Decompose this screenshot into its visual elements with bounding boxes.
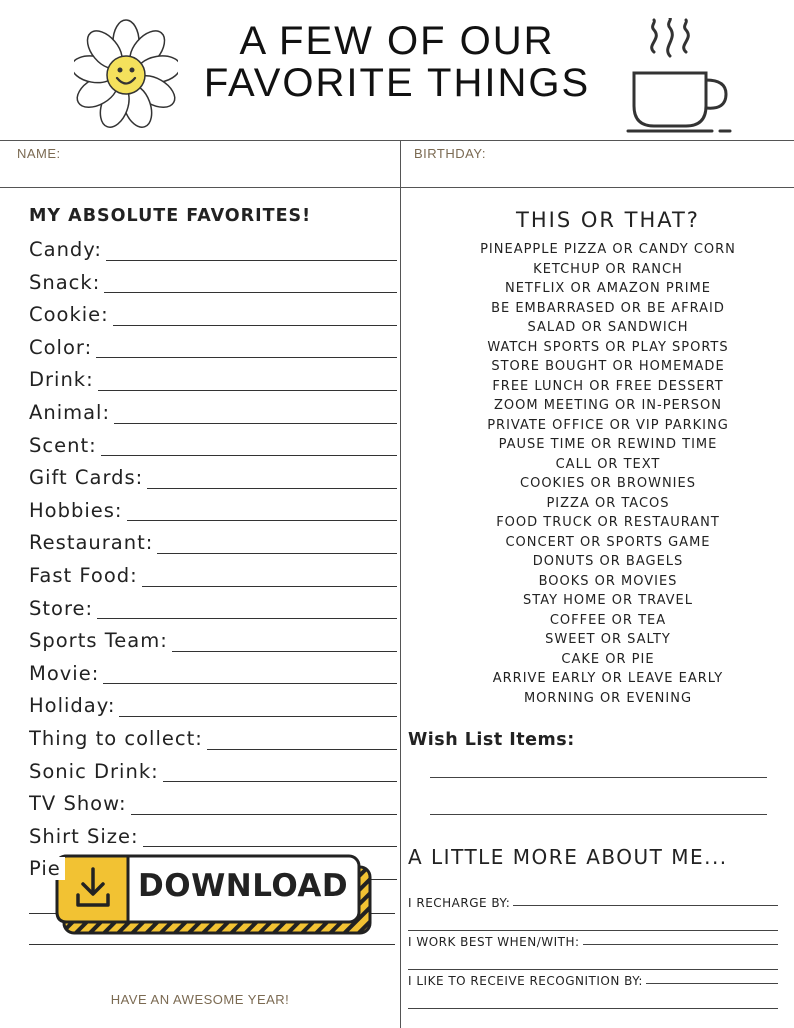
favorite-item[interactable] [29,466,401,499]
favorite-label: Hobbies: [29,499,127,522]
this-or-that-list [400,240,794,708]
favorite-label: Sonic Drink: [29,760,163,783]
this-or-that-item[interactable]: PAUSE TIME OR REWIND TIME [498,437,718,452]
this-or-that-item[interactable]: FREE LUNCH OR FREE DESSERT [492,378,724,394]
name-label: NAME: [17,146,61,161]
this-or-that-item[interactable]: STAY HOME OR TRAVEL [523,593,693,608]
this-or-that-item[interactable]: NETFLIX OR AMAZON PRIME [504,281,711,296]
favorite-item[interactable] [29,662,401,695]
more-about-me-item[interactable] [408,935,778,949]
favorite-label: Holiday: [29,694,119,717]
blank-answer-line[interactable] [29,944,395,945]
favorite-label: Gift Cards: [29,466,147,489]
favorite-item[interactable] [29,499,401,532]
favorite-label: Candy: [29,238,106,261]
favorite-item[interactable] [29,792,401,825]
more-about-me-item[interactable] [408,896,778,910]
favorite-label: Scent: [29,434,101,457]
favorite-label: TV Show: [29,792,131,815]
this-or-that-item[interactable]: DONUTS OR BAGELS [532,554,684,569]
this-or-that-item[interactable]: WATCH SPORTS OR PLAY SPORTS [487,339,729,355]
this-or-that-item[interactable]: SWEET OR SALTY [545,632,671,647]
wish-list-line[interactable] [430,814,767,815]
steaming-coffee-cup-icon [622,18,734,134]
fields-divider [0,187,794,188]
more-about-me-label: I LIKE TO RECEIVE RECOGNITION BY: [408,974,646,988]
favorite-item[interactable] [29,336,401,369]
favorite-item[interactable] [29,238,401,271]
smiley-daisy-icon [74,18,178,132]
more-about-me-heading: A LITTLE MORE ABOUT ME... [408,845,728,869]
download-button-label[interactable]: DOWNLOAD [138,868,349,904]
favorite-item[interactable] [29,531,401,564]
favorite-item[interactable] [29,760,401,793]
more-about-me-label: I RECHARGE BY: [408,896,513,910]
favorites-list [29,238,401,890]
footer-text: HAVE AN AWESOME YEAR! [110,992,290,1007]
this-or-that-item[interactable]: COOKIES OR BROWNIES [520,476,696,491]
birthday-label: BIRTHDAY: [414,146,486,161]
this-or-that-item[interactable]: FOOD TRUCK OR RESTAURANT [496,515,720,530]
this-or-that-item[interactable]: PIZZA OR TACOS [546,495,670,511]
answer-line[interactable] [408,930,778,931]
favorite-item[interactable] [29,434,401,467]
favorite-item[interactable] [29,597,401,630]
favorite-label: Restaurant: [29,531,157,554]
this-or-that-item[interactable]: ZOOM MEETING OR IN-PERSON [493,398,722,413]
this-or-that-item[interactable]: CONCERT OR SPORTS GAME [505,534,711,550]
header-divider [0,140,794,141]
favorite-label: Shirt Size: [29,825,143,848]
this-or-that-item[interactable]: PRIVATE OFFICE OR VIP PARKING [487,417,729,433]
this-or-that-heading: THIS OR THAT? [516,208,700,232]
favorite-label: Thing to collect: [29,727,207,750]
favorite-label: Drink: [29,368,98,391]
favorite-label: Snack: [29,271,104,294]
this-or-that-item[interactable]: KETCHUP OR RANCH [533,261,683,277]
wish-list-heading: Wish List Items: [408,730,575,750]
favorite-item[interactable] [29,629,401,662]
favorite-label: Store: [29,597,97,620]
favorite-item[interactable] [29,564,401,597]
favorite-item[interactable] [29,368,401,401]
this-or-that-item[interactable]: STORE BOUGHT OR HOMEMADE [491,359,725,374]
answer-line[interactable] [408,969,778,970]
favorite-item[interactable] [29,271,401,304]
this-or-that-item[interactable]: COFFEE OR TEA [549,612,667,628]
favorite-label: Movie: [29,662,103,685]
favorite-item[interactable] [29,727,401,760]
favorite-label: Sports Team: [29,629,172,652]
this-or-that-item[interactable]: PINEAPPLE PIZZA OR CANDY CORN [480,242,736,257]
favorite-label: Fast Food: [29,564,142,587]
this-or-that-item[interactable]: ARRIVE EARLY OR LEAVE EARLY [492,671,724,686]
favorite-item[interactable] [29,694,401,727]
more-about-me-item[interactable] [408,974,778,988]
favorite-label: Cookie: [29,303,113,326]
favorite-label: Animal: [29,401,114,424]
this-or-that-item[interactable]: CALL OR TEXT [555,456,661,472]
favorite-label: Color: [29,336,96,359]
title-line-2: FAVORITE THINGS [203,61,591,105]
favorite-label: Pie [29,857,65,880]
favorite-item[interactable] [29,303,401,336]
favorites-heading: MY ABSOLUTE FAVORITES! [29,206,312,226]
wish-list-line[interactable] [430,777,767,778]
favorite-item[interactable] [29,401,401,434]
this-or-that-item[interactable]: CAKE OR PIE [561,651,655,667]
this-or-that-item[interactable]: BOOKS OR MOVIES [538,573,678,589]
this-or-that-item[interactable]: MORNING OR EVENING [523,690,693,706]
title-line-1: A FEW OF OUR [239,19,555,63]
this-or-that-item[interactable]: BE EMBARRASED OR BE AFRAID [491,300,725,316]
more-about-me-label: I WORK BEST WHEN/WITH: [408,935,583,949]
this-or-that-item[interactable]: SALAD OR SANDWICH [527,320,689,335]
answer-line[interactable] [408,1008,778,1009]
